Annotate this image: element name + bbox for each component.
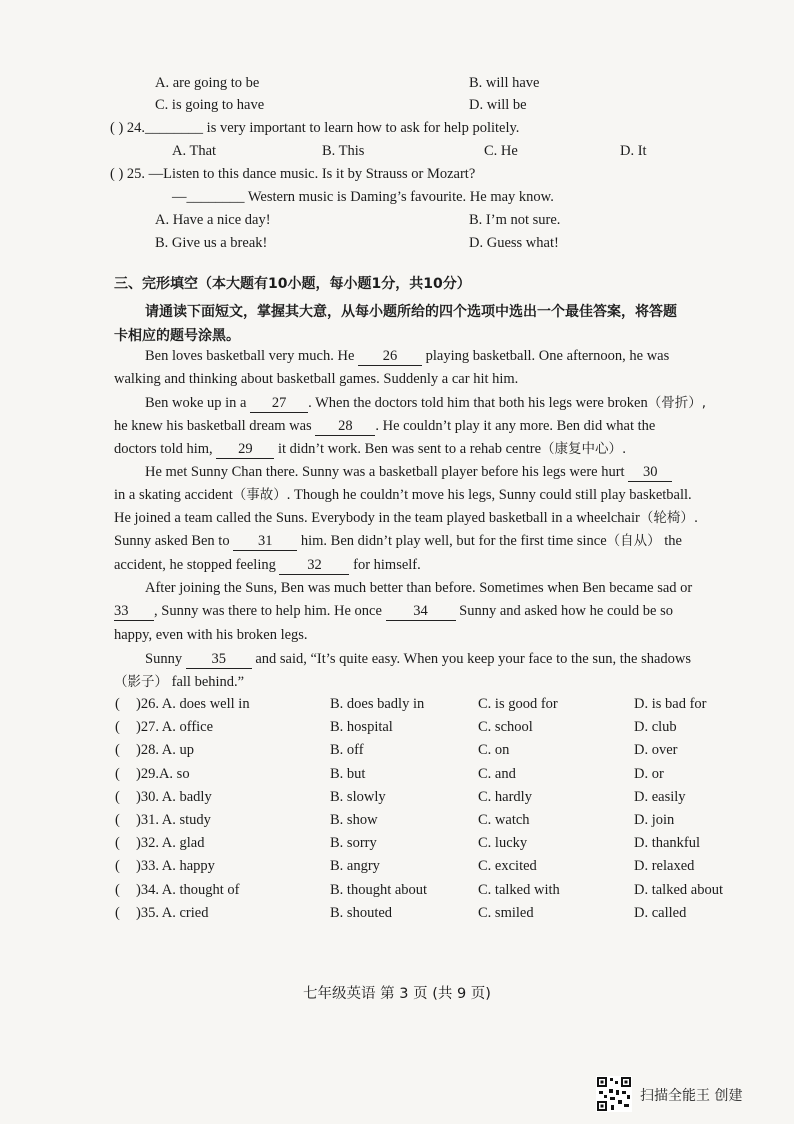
passage-text: . When the doctors told him that both his legs were broken (308, 395, 648, 411)
chinese-gloss: （康复中心）. (541, 441, 627, 457)
chinese-gloss: （骨折）, (647, 395, 707, 411)
passage-text: he knew his basketball dream was (114, 418, 312, 434)
passage-text: doctors told him, (114, 441, 213, 457)
blank-29: 29 (216, 440, 274, 459)
passage-text: . He couldn’t play it any more. Ben did what the (375, 418, 656, 434)
prev-option-c: C. is going to have (155, 97, 265, 113)
cloze-31-option-d: D. join (634, 812, 675, 828)
q25-option-c: B. Give us a break! (155, 235, 268, 251)
blank-33: 33 (114, 602, 154, 621)
chinese-gloss: （自从） (606, 533, 661, 549)
cloze-30-option-d: D. easily (634, 789, 686, 805)
answer-blank: ________ (186, 189, 245, 205)
cloze-32-option-d: D. thankful (634, 835, 701, 851)
cloze-34-option-a: )34. A. thought of (136, 882, 240, 898)
cloze-33-answer-paren: ( (115, 858, 120, 874)
cloze-32-answer-paren: ( (115, 835, 120, 851)
q25-option-a: A. Have a nice day! (155, 212, 271, 228)
cloze-27-option-b: B. hospital (330, 719, 393, 735)
blank-28: 28 (315, 417, 375, 436)
question-text: —Listen to this dance music. Is it by Strauss or Mozart? (148, 166, 476, 182)
q24-option-a: A. That (172, 143, 217, 159)
cloze-29-answer-paren: ( (115, 766, 120, 782)
passage-text: walking and thinking about basketball games. Suddenly a car hit him. (114, 371, 519, 387)
cloze-30-answer-paren: ( (115, 789, 120, 805)
passage-text: Sunny (145, 651, 183, 667)
cloze-35-option-b: B. shouted (330, 905, 393, 921)
reply-text: Western music is Daming’s favourite. He may know. (247, 189, 554, 205)
cloze-34-option-b: B. thought about (330, 882, 428, 898)
q24-option-c: C. He (484, 143, 518, 159)
passage-text: After joining the Suns, Ben was much better than before. Sometimes when Ben became sad or (145, 580, 693, 596)
passage-text: playing basketball. One afternoon, he was (425, 348, 670, 364)
prev-option-a: A. are going to be (155, 75, 260, 91)
cloze-28-answer-paren: ( (115, 742, 120, 758)
cloze-27-option-d: D. club (634, 719, 677, 735)
passage-text: He met Sunny Chan there. Sunny was a basketball player before his legs were hurt (145, 464, 625, 480)
passage-line (145, 579, 692, 597)
blank-32: 32 (279, 556, 349, 575)
blank-26: 26 (358, 347, 422, 366)
blank-30: 30 (628, 463, 672, 482)
cloze-26-option-a: )26. A. does well in (136, 696, 250, 712)
question-text: is very important to learn how to ask for help politely. (206, 120, 520, 136)
cloze-31-option-c: C. watch (478, 812, 530, 828)
reply-dash: — (172, 189, 187, 205)
cloze-33-option-a: )33. A. happy (136, 858, 215, 874)
cloze-32-option-b: B. sorry (330, 835, 377, 851)
cloze-35-option-c: C. smiled (478, 905, 534, 921)
cloze-35-answer-paren: ( (115, 905, 120, 921)
passage-line (114, 602, 673, 621)
passage-line (114, 417, 655, 436)
passage-text: happy, even with his broken legs. (114, 627, 308, 643)
cloze-28-option-b: B. off (330, 742, 364, 758)
cloze-34-option-c: C. talked with (478, 882, 560, 898)
cloze-26-option-d: D. is bad for (634, 696, 707, 712)
section-title: 三、完形填空（本大题有10小题，每小题1分，共10分） (114, 276, 471, 292)
q24-option-d: D. It (620, 143, 647, 159)
question-number: 25. (126, 166, 146, 182)
passage-line (145, 394, 706, 413)
cloze-33-option-c: C. excited (478, 858, 537, 874)
cloze-28-option-a: )28. A. up (136, 742, 194, 758)
cloze-29-option-a: )29.A. so (136, 766, 190, 782)
blank-35: 35 (186, 650, 252, 669)
passage-text: Ben woke up in a (145, 395, 247, 411)
cloze-32-option-a: )32. A. glad (136, 835, 205, 851)
passage-line (114, 509, 698, 527)
answer-paren: ( ) (110, 120, 124, 136)
cloze-26-option-c: C. is good for (478, 696, 558, 712)
passage-line (114, 556, 421, 575)
passage-line (114, 673, 244, 691)
q25-option-b: B. I’m not sure. (469, 212, 561, 228)
cloze-29-option-d: D. or (634, 766, 664, 782)
cloze-35-option-d: D. called (634, 905, 687, 921)
cloze-34-answer-paren: ( (115, 882, 120, 898)
cloze-26-answer-paren: ( (115, 696, 120, 712)
cloze-28-option-c: C. on (478, 742, 510, 758)
passage-line (114, 532, 682, 551)
passage-text: . Though he couldn’t move his legs, Sunny could still play basketball. (286, 487, 692, 503)
section-instructions-line2: 卡相应的题号涂黑。 (114, 328, 240, 344)
passage-text: for himself. (353, 557, 421, 573)
cloze-27-answer-paren: ( (115, 719, 120, 735)
passage-text: the (664, 533, 682, 549)
cloze-27-option-c: C. school (478, 719, 533, 735)
passage-line (145, 650, 691, 669)
passage-text: and said, “It’s quite easy. When you keep your face to the sun, the shadows (255, 651, 692, 667)
passage-text: in a skating accident (114, 487, 233, 503)
question-24 (110, 119, 519, 137)
cloze-31-option-b: B. show (330, 812, 378, 828)
passage-text: Sunny asked Ben to (114, 533, 230, 549)
section-instructions-line1: 请通读下面短文，掌握其大意，从每小题所给的四个选项中选出一个最佳答案，将答题 (145, 304, 677, 320)
passage-text: fall behind.” (171, 674, 245, 690)
passage-line (114, 440, 626, 459)
blank-27: 27 (250, 394, 308, 413)
scanner-watermark: 扫描全能王 创建 (640, 1088, 743, 1104)
answer-blank: ________ (145, 120, 204, 136)
cloze-30-option-c: C. hardly (478, 789, 532, 805)
cloze-27-option-a: )27. A. office (136, 719, 214, 735)
chinese-gloss: （事故） (232, 487, 287, 503)
cloze-29-option-b: B. but (330, 766, 366, 782)
question-number: 24. (126, 120, 146, 136)
chinese-gloss: （影子） (114, 674, 168, 690)
cloze-31-answer-paren: ( (115, 812, 120, 828)
passage-text: it didn’t work. Ben was sent to a rehab centre (277, 441, 542, 457)
chinese-gloss: （轮椅）. (639, 510, 699, 526)
cloze-33-option-b: B. angry (330, 858, 380, 874)
cloze-31-option-a: )31. A. study (136, 812, 211, 828)
prev-option-b: B. will have (469, 75, 540, 91)
passage-line (114, 486, 692, 504)
cloze-28-option-d: D. over (634, 742, 678, 758)
cloze-35-option-a: )35. A. cried (136, 905, 209, 921)
passage-text: , Sunny was there to help him. He once (154, 603, 382, 619)
question-25-reply (172, 188, 554, 206)
answer-paren: ( ) (110, 166, 124, 182)
question-25 (110, 165, 475, 183)
q24-option-b: B. This (322, 143, 365, 159)
q25-option-d: D. Guess what! (469, 235, 559, 251)
passage-text: accident, he stopped feeling (114, 557, 276, 573)
passage-text: him. Ben didn’t play well, but for the first time since (300, 533, 607, 549)
cloze-30-option-a: )30. A. badly (136, 789, 212, 805)
passage-line (114, 370, 518, 388)
cloze-30-option-b: B. slowly (330, 789, 386, 805)
passage-line (114, 626, 308, 644)
passage-line (145, 463, 672, 482)
passage-text: Sunny and asked how he could be so (459, 603, 674, 619)
cloze-33-option-d: D. relaxed (634, 858, 695, 874)
blank-34: 34 (386, 602, 456, 621)
cloze-26-option-b: B. does badly in (330, 696, 425, 712)
passage-text: Ben loves basketball very much. He (145, 348, 355, 364)
prev-option-d: D. will be (469, 97, 527, 113)
cloze-34-option-d: D. talked about (634, 882, 723, 898)
cloze-32-option-c: C. lucky (478, 835, 528, 851)
passage-text: He joined a team called the Suns. Everybody in the team played basketball in a wheelchair (114, 510, 640, 526)
blank-31: 31 (233, 532, 297, 551)
passage-line (145, 347, 669, 366)
qr-code-icon (596, 1076, 632, 1112)
page-footer: 七年级英语 第 3 页 (共 9 页) (303, 986, 491, 1002)
cloze-29-option-c: C. and (478, 766, 516, 782)
